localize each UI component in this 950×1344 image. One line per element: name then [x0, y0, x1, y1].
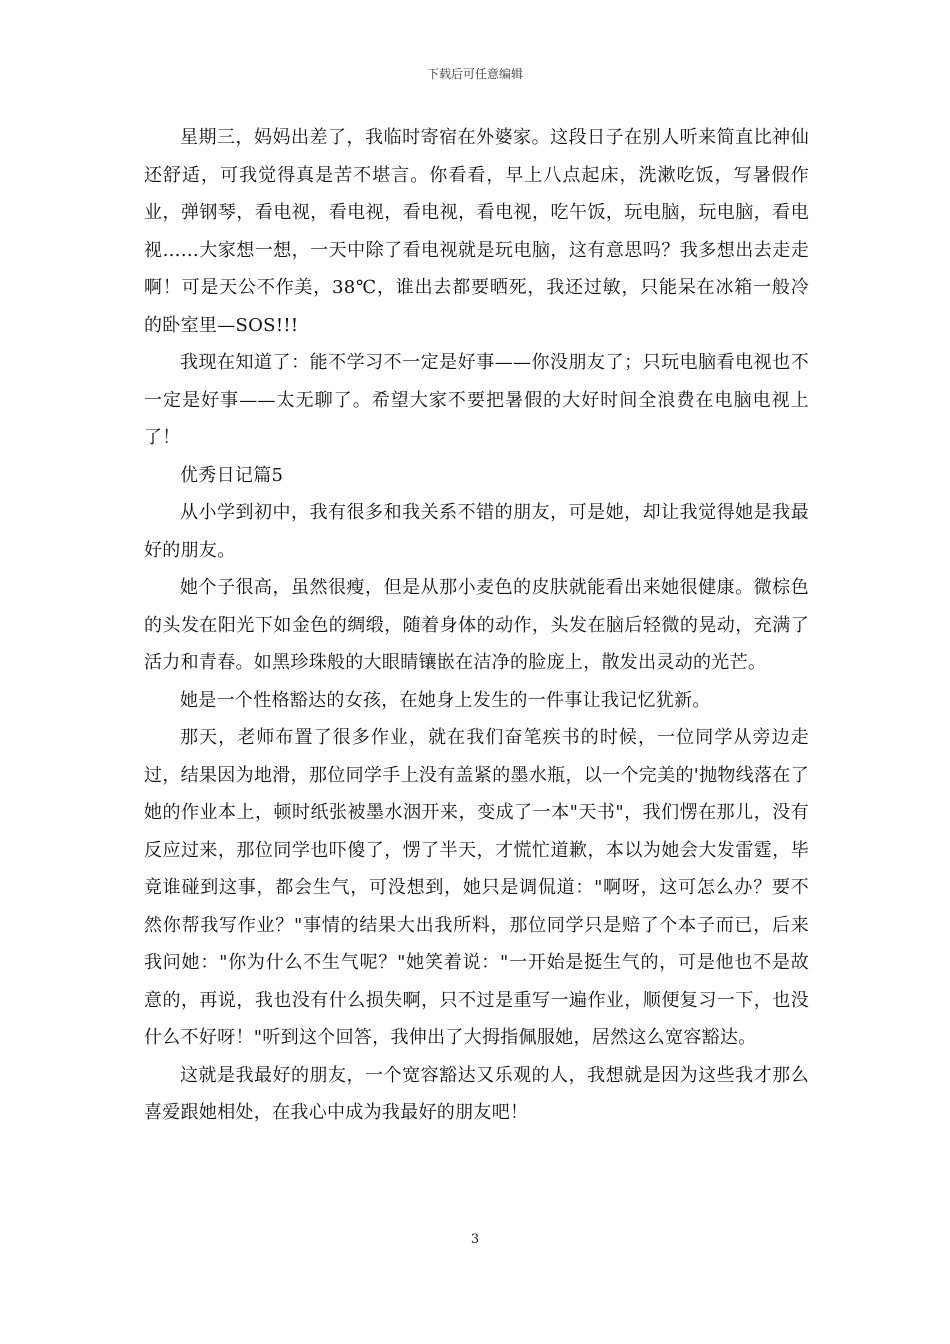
paragraph-diary-wednesday: 星期三，妈妈出差了，我临时寄宿在外婆家。这段日子在别人听来简直比神仙还舒适，可我觉得真是苦不堪言。你看看，早上八点起床，洗漱吃饭，写暑假作业，弹钢琴，看电视，看电视，看电视，看电视，吃午饭，玩电脑，玩电脑，看电视……大家想一想，一天中除了看电视就是玩电脑，这有意思吗？我多想出去走走啊！可是天公不作美，38℃，谁出去都要晒死，我还过敏，只能呆在冰箱一般冷的卧室里—SOS!!! [144, 127, 809, 336]
paragraph-best-friend-intro: 从小学到初中，我有很多和我关系不错的朋友，可是她，却让我觉得她是我最好的朋友。 [144, 502, 809, 561]
page-header: 下载后可任意编辑 [426, 67, 523, 81]
paragraph-personality: 她是一个性格豁达的女孩，在她身上发生的一件事让我记忆犹新。 [180, 689, 711, 711]
section-heading-diary-5: 优秀日记篇5 [180, 464, 284, 486]
document-body [144, 119, 809, 1132]
paragraph-conclusion: 这就是我最好的朋友，一个宽容豁达又乐观的人，我想就是因为这些我才那么喜爱跟她相处，在我心中成为我最好的朋友吧！ [144, 1064, 809, 1123]
paragraph-reflection: 我现在知道了：能不学习不一定是好事——你没朋友了；只玩电脑看电视也不一定是好事——太无聊了。希望大家不要把暑假的大好时间全浪费在电脑电视上了！ [144, 352, 809, 448]
page-number: 3 [470, 1232, 480, 1247]
paragraph-appearance: 她个子很高，虽然很瘦，但是从那小麦色的皮肤就能看出来她很健康。微棕色的头发在阳光下如金色的绸缎，随着身体的动作，头发在脑后轻微的晃动，充满了活力和青春。如黑珍珠般的大眼睛镶嵌在洁净的脸庞上，散发出灵动的光芒。 [144, 577, 809, 673]
paragraph-ink-story: 那天，老师布置了很多作业，就在我们奋笔疾书的时候，一位同学从旁边走过，结果因为地滑，那位同学手上没有盖紧的墨水瓶，以一个完美的'抛物线落在了她的作业本上，顿时纸张被墨水洇开来，变成了一本"天书"，我们愣在那儿，没有反应过来，那位同学也吓傻了，愣了半天，才慌忙道歉，本以为她会大发雷霆，毕竟谁碰到这事，都会生气，可没想到，她只是调侃道："啊呀，这可怎么办？要不然你帮我写作业？"事情的结果大出我所料，那位同学只是赔了个本子而已，后来我问她："你为什么不生气呢？"她笑着说："一开始是挺生气的，可是他也不是故意的，再说，我也没有什么损失啊，只不过是重写一遍作业，顺便复习一下，也没什么不好呀！"听到这个回答，我伸出了大拇指佩服她，居然这么宽容豁达。 [144, 727, 809, 1048]
